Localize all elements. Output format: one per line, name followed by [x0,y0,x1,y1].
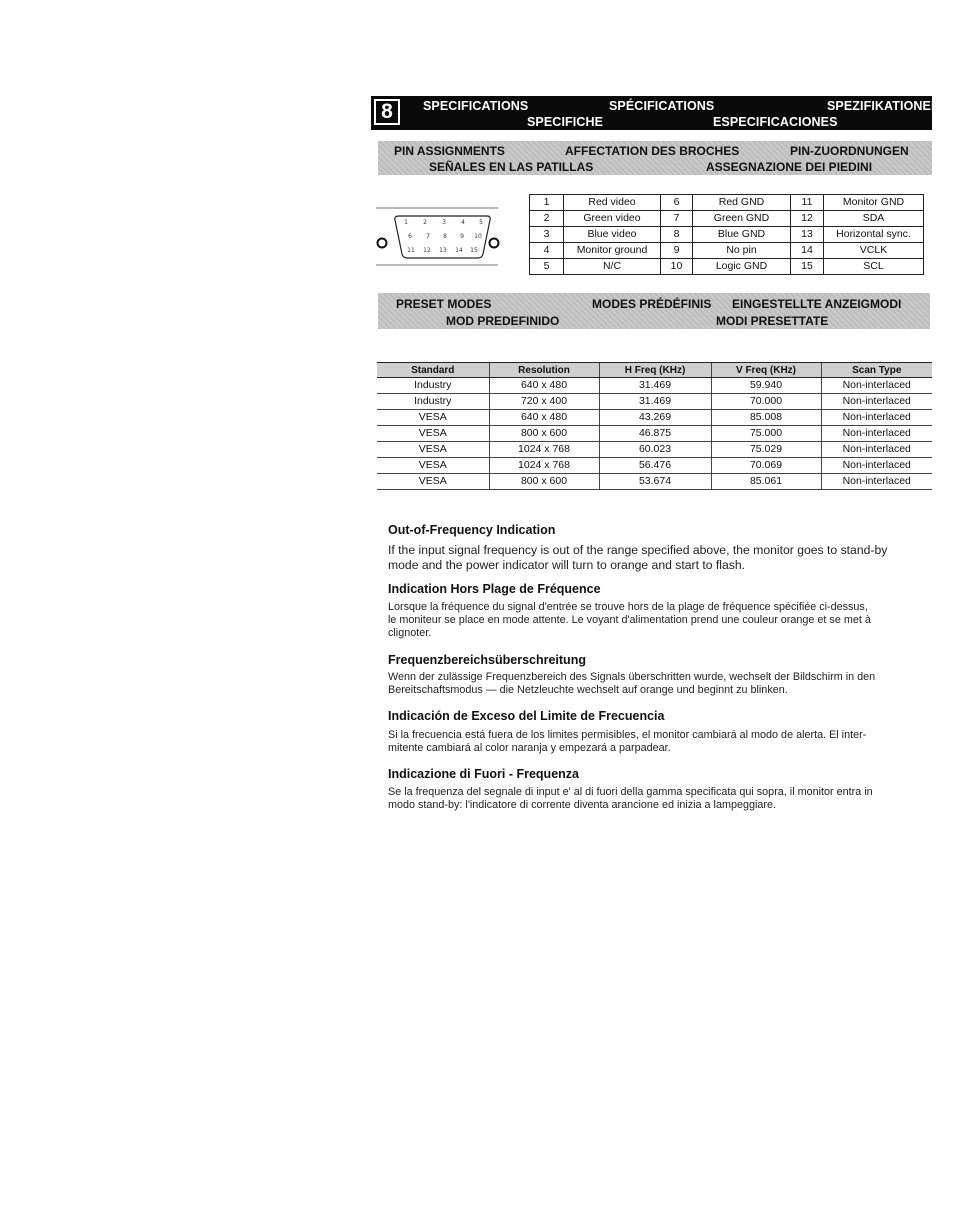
pin-label: 5 [479,219,483,226]
pin-signal: Monitor GND [824,195,924,211]
table-cell: Non-interlaced [821,474,932,490]
section-heading: Indicación de Exceso del Limite de Frecuencia [388,709,665,723]
pin-label: 10 [474,233,482,240]
section-body [388,729,933,755]
pin-signal: SCL [824,259,924,275]
table-cell: Non-interlaced [821,442,932,458]
table-row [377,410,932,426]
pin-label: 8 [443,233,447,240]
table-cell: Non-interlaced [821,458,932,474]
table-cell: Non-interlaced [821,394,932,410]
text-line: If the input signal frequency is out of the range specified above, the monitor goes to stand-by [388,543,888,557]
table-cell: 70.000 [711,394,821,410]
pin-number: 14 [791,243,824,259]
pin-signal: N/C [564,259,661,275]
text-line: le moniteur se place en mode attente. Le voyant d'alimentation prend une couleur orange et se met à [388,614,871,626]
banner-label: PIN-ZUORDNUNGEN [790,144,909,158]
table-cell: 75.000 [711,426,821,442]
table-cell: 720 x 400 [489,394,599,410]
section-body [388,601,933,640]
text-line: Si la frecuencia está fuera de los limites permisibles, el monitor cambiará al modo de alerta. El inter- [388,729,867,741]
pin-number: 1 [530,195,564,211]
table-cell: 85.061 [711,474,821,490]
pin-number: 5 [530,259,564,275]
table-cell: 1024 x 768 [489,458,599,474]
section-heading: Out-of-Frequency Indication [388,523,556,537]
table-cell: VESA [377,410,489,426]
table-cell: 60.023 [599,442,711,458]
pin-assignments-banner [378,141,932,175]
table-cell: Non-interlaced [821,378,932,394]
banner-label: AFFECTATION DES BROCHES [565,144,740,158]
table-row [377,474,932,490]
title-es: ESPECIFICACIONES [713,115,838,129]
pin-number: 4 [530,243,564,259]
pin-signal: Horizontal sync. [824,227,924,243]
pin-assignment-table [529,194,924,275]
pin-label: 13 [439,247,447,254]
table-row [377,458,932,474]
banner-label: MODES PRÉDÉFINIS [592,297,712,311]
table-row [377,426,932,442]
table-row [530,227,924,243]
pin-signal: No pin [693,243,791,259]
title-en: SPECIFICATIONS [423,99,529,113]
column-header: Resolution [489,363,599,378]
pin-signal: Blue GND [693,227,791,243]
text-line: Se la frequenza del segnale di input e' al di fuori della gamma specificata qui sopra, il monitor entra in [388,786,873,798]
banner-label: EINGESTELLTE ANZEIGMODI [732,297,902,311]
preset-modes-banner [378,293,930,329]
table-row [530,195,924,211]
table-row [377,378,932,394]
table-cell: VESA [377,442,489,458]
text-line: mode and the power indicator will turn to orange and start to flash. [388,558,746,572]
section-heading: Indication Hors Plage de Fréquence [388,582,601,596]
pin-signal: SDA [824,211,924,227]
table-cell: 56.476 [599,458,711,474]
table-cell: 59.940 [711,378,821,394]
pin-label: 4 [461,219,465,226]
banner-label: PRESET MODES [396,297,492,311]
pin-label: 12 [423,247,431,254]
banner-label: PIN ASSIGNMENTS [394,144,505,158]
table-cell: 70.069 [711,458,821,474]
pin-signal: Logic GND [693,259,791,275]
title-de: SPEZIFIKATIONEN [827,99,941,113]
table-cell: Non-interlaced [821,410,932,426]
table-cell: VESA [377,474,489,490]
pin-signal: Red GND [693,195,791,211]
table-row [377,442,932,458]
table-row [377,394,932,410]
text-line: Bereitschaftsmodus — die Netzleuchte wechselt auf orange und beginnt zu blinken. [388,684,788,696]
preset-modes-table [377,362,932,490]
table-cell: Industry [377,394,489,410]
pin-label: 3 [442,219,446,226]
table-cell: 1024 x 768 [489,442,599,458]
banner-label: MODI PRESETTATE [716,314,829,328]
dsub-connector-diagram [373,206,503,268]
text-line: Wenn der zulässige Frequenzbereich des Signals überschritten wurde, wechselt der Bildschirm in den [388,671,876,683]
pin-number: 13 [791,227,824,243]
section-header [371,96,941,130]
pin-number: 12 [791,211,824,227]
pin-signal: Green video [564,211,661,227]
table-cell: 46.875 [599,426,711,442]
table-cell: VESA [377,458,489,474]
pin-signal: Blue video [564,227,661,243]
column-header: Scan Type [821,363,932,378]
banner-label: SEÑALES EN LAS PATILLAS [429,160,594,174]
section-number: 8 [374,99,400,125]
section-body [388,543,933,573]
table-row [530,243,924,259]
table-cell: 31.469 [599,394,711,410]
pin-label: 9 [460,233,464,240]
text-line: clignoter. [388,627,432,639]
banner-label: ASSEGNAZIONE DEI PIEDINI [706,160,873,174]
table-cell: 43.269 [599,410,711,426]
column-header: Standard [377,363,489,378]
pin-label: 1 [404,219,408,226]
pin-label: 15 [470,247,478,254]
pin-signal: Green GND [693,211,791,227]
title-fr: SPÉCIFICATIONS [609,99,715,113]
pin-label: 7 [426,233,430,240]
section-heading: Frequenzbereichsüberschreitung [388,653,586,667]
pin-number: 15 [791,259,824,275]
title-it: SPECIFICHE [527,115,604,129]
pin-signal: Monitor ground [564,243,661,259]
pin-number: 7 [661,211,693,227]
table-header-row [377,363,932,378]
pin-number: 10 [661,259,693,275]
banner-label: MOD PREDEFINIDO [446,314,560,328]
table-cell: 53.674 [599,474,711,490]
table-cell: Industry [377,378,489,394]
table-row [530,211,924,227]
pin-number: 6 [661,195,693,211]
pin-number: 11 [791,195,824,211]
pin-label: 2 [423,219,427,226]
pin-label: 14 [455,247,463,254]
column-header: V Freq (KHz) [711,363,821,378]
section-heading: Indicazione di Fuori - Frequenza [388,767,579,781]
table-cell: 640 x 480 [489,410,599,426]
text-line: mitente cambiará al color naranja y empezará a parpadear. [388,742,671,754]
pin-label: 11 [407,247,415,254]
pin-label: 6 [408,233,412,240]
table-cell: 640 x 480 [489,378,599,394]
text-line: Lorsque la fréquence du signal d'entrée se trouve hors de la plage de fréquence spécifiée ci-dessus, [388,601,868,613]
table-row [530,259,924,275]
table-cell: Non-interlaced [821,426,932,442]
text-line: modo stand-by: l'indicatore di corrente diventa arancione ed inizia a lampeggiare. [388,799,776,811]
pin-number: 8 [661,227,693,243]
pin-signal: VCLK [824,243,924,259]
section-body [388,786,933,812]
table-cell: 800 x 600 [489,474,599,490]
table-cell: 800 x 600 [489,426,599,442]
section-body [388,671,933,697]
column-header: H Freq (KHz) [599,363,711,378]
table-cell: 31.469 [599,378,711,394]
pin-number: 3 [530,227,564,243]
table-cell: 85.008 [711,410,821,426]
pin-signal: Red video [564,195,661,211]
table-cell: VESA [377,426,489,442]
pin-number: 9 [661,243,693,259]
table-cell: 75.029 [711,442,821,458]
pin-number: 2 [530,211,564,227]
